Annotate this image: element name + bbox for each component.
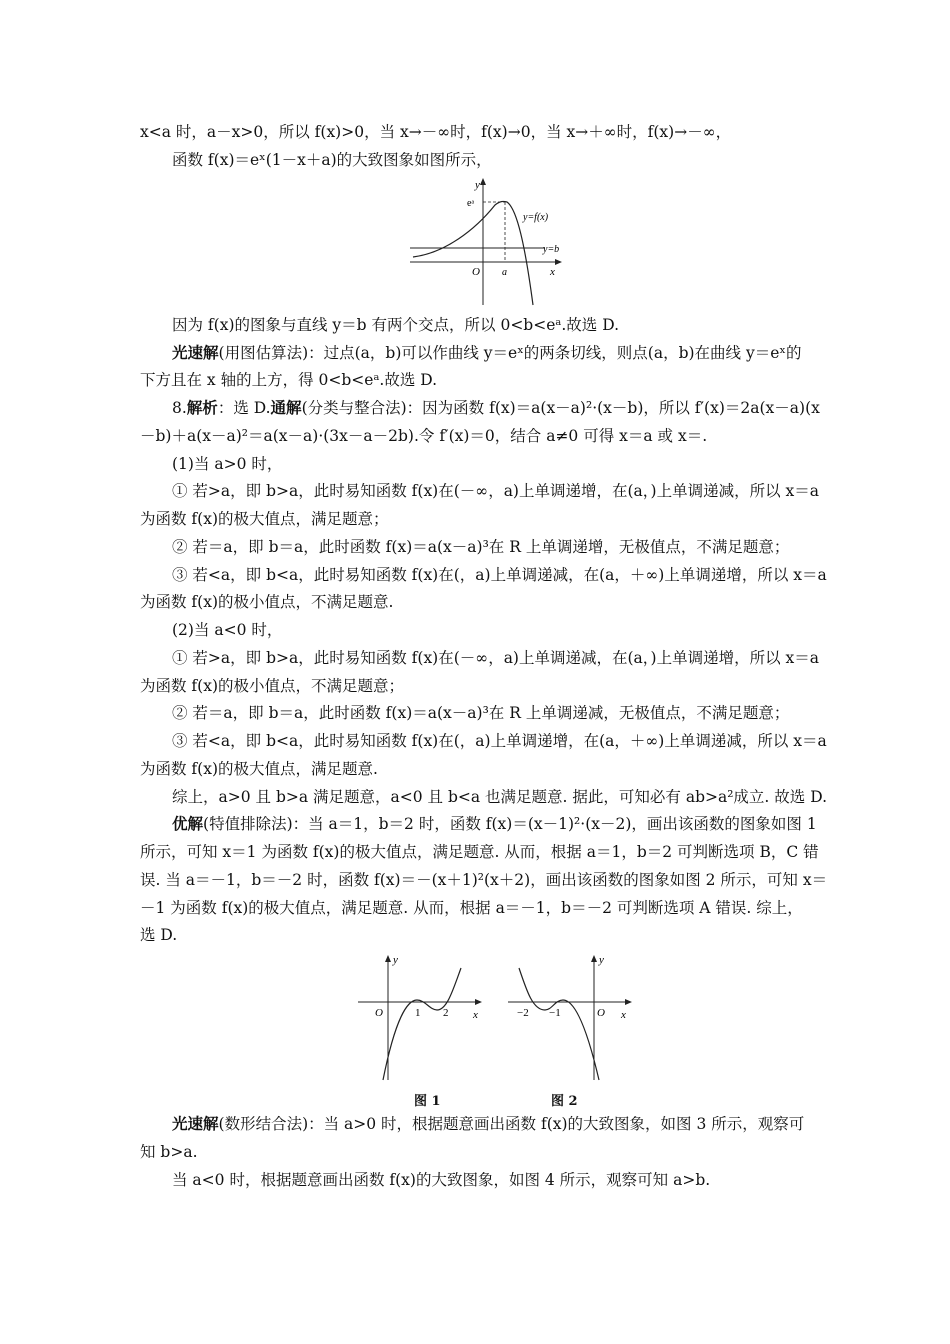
method-label: 通解	[270, 398, 302, 417]
text-line: 因为 f(x)的图象与直线 y＝b 有两个交点，所以 0<b<eᵃ.故选 D.	[172, 316, 620, 334]
analysis-label: 解析	[186, 398, 218, 417]
text-line: ③ 若<a，即 b<a，此时易知函数 f(x)在(，a)上单调递增，在(a，＋∞)上单调递减，所以 x＝a	[172, 732, 827, 750]
text-line: 当 a<0 时，根据题意画出函数 f(x)的大致图象，如图 4 所示，观察可知 a>b.	[172, 1171, 711, 1189]
text-span: (用图估算法)：过点(a，b)可以作曲线 y＝eˣ的两条切线，则点(a，b)在曲线 y＝eˣ的	[218, 344, 802, 362]
text-line: ② 若＝a，即 b＝a，此时函数 f(x)＝a(x－a)³在 R 上单调递减，无极值点，不满足题意；	[172, 704, 790, 722]
x-arrow-icon	[475, 999, 482, 1005]
tick-minus1: −1	[549, 1007, 561, 1019]
text-line: ③ 若<a，即 b<a，此时易知函数 f(x)在(，a)上单调递减，在(a，＋∞)上单调递增，所以 x＝a	[172, 566, 827, 584]
text-line: (2)当 a<0 时，	[172, 621, 283, 639]
text-span: (分类与整合法)：因为函数 f(x)＝a(x－a)²·(x－b)，所以 f′(x)＝2a(x－a)(x	[301, 399, 820, 417]
y-label: y	[599, 954, 604, 966]
method-label: 光速解	[172, 1114, 219, 1133]
x-label: x	[621, 1009, 626, 1021]
question-number: 8.	[172, 399, 187, 417]
text-line: 为函数 f(x)的极大值点，满足题意.	[140, 760, 378, 778]
figure-2	[505, 950, 635, 1085]
text-line: ① 若>a，即 b>a，此时易知函数 f(x)在(－∞，a)上单调递增，在(a，)上单调递减，所以 x＝a	[172, 482, 819, 500]
x-arrow-icon	[555, 259, 562, 265]
text-line: 选 D.	[140, 926, 178, 944]
text-line: －b)＋a(x－a)²＝a(x－a)·(3x－a－2b).令 f′(x)＝0，结合 a≠0 可得 x＝a 或 x＝.	[140, 427, 708, 445]
curve-f1	[383, 968, 461, 1080]
ea-label: eᵃ	[467, 198, 475, 209]
text-line: ① 若>a，即 b>a，此时易知函数 f(x)在(－∞，a)上单调递减，在(a，)上单调递增，所以 x＝a	[172, 649, 819, 667]
x-label: x	[473, 1009, 478, 1021]
y-arrow-icon	[591, 955, 597, 962]
tick-2: 2	[443, 1007, 449, 1019]
curve-f	[413, 201, 533, 305]
text-span: (特值排除法)：当 a＝1，b＝2 时，函数 f(x)＝(x－1)²·(x－2)，画出该函数的图象如图 1	[203, 815, 817, 833]
origin-label: O	[597, 1007, 605, 1019]
y-label: y	[475, 179, 480, 191]
x-label: x	[550, 266, 555, 278]
figure-exp-curve	[405, 175, 565, 310]
method-label: 光速解	[172, 343, 219, 362]
figure-1	[355, 950, 485, 1085]
text-line: x<a 时，a－x>0，所以 f(x)>0，当 x→－∞时，f(x)→0，当 x→＋∞时，f(x)→－∞，	[140, 123, 732, 141]
a-label: a	[502, 267, 507, 278]
y-arrow-icon	[480, 178, 486, 185]
text-line: 综上，a>0 且 b>a 满足题意，a<0 且 b<a 也满足题意. 据此，可知必有 ab>a²成立. 故选 D.	[172, 788, 828, 806]
text-line: 为函数 f(x)的极大值点，满足题意；	[140, 510, 389, 528]
text-span: (数形结合法)：当 a>0 时，根据题意画出函数 f(x)的大致图象，如图 3 所示，观察可	[218, 1115, 805, 1133]
text-line: 误. 当 a＝－1，b＝－2 时，函数 f(x)＝－(x＋1)²(x＋2)，画出该函数的图象如图 2 所示，可知 x＝	[140, 871, 828, 889]
y-label: y	[393, 954, 398, 966]
text-line: (1)当 a>0 时，	[172, 455, 283, 473]
text-line: 函数 f(x)＝eˣ(1－x＋a)的大致图象如图所示，	[172, 151, 492, 169]
tick-1: 1	[415, 1007, 421, 1019]
text-line: 为函数 f(x)的极小值点，不满足题意；	[140, 677, 405, 695]
y-arrow-icon	[385, 955, 391, 962]
text-line	[172, 1111, 812, 1137]
method-label: 优解	[172, 814, 204, 833]
origin-label: O	[472, 266, 480, 278]
text-line	[172, 340, 812, 366]
origin-label: O	[375, 1007, 383, 1019]
curve-f2	[519, 968, 599, 1080]
text-line: 下方且在 x 轴的上方，得 0<b<eᵃ.故选 D.	[140, 371, 438, 389]
line-label: y=b	[543, 244, 560, 255]
text-line: －1 为函数 f(x)的极大值点，满足题意. 从而，根据 a＝－1，b＝－2 可判断选项 A 错误. 综上，	[140, 899, 803, 917]
tick-minus2: −2	[517, 1007, 529, 1019]
text-line	[172, 811, 817, 837]
curve-label: y=f(x)	[523, 212, 549, 223]
x-arrow-icon	[625, 999, 632, 1005]
text-line: 为函数 f(x)的极小值点，不满足题意.	[140, 593, 394, 611]
figure-2-caption: 图 2	[551, 1094, 578, 1109]
text-span: ：选 D.	[217, 399, 271, 417]
figure-1-caption: 图 1	[414, 1094, 441, 1109]
text-line: ② 若＝a，即 b＝a，此时函数 f(x)＝a(x－a)³在 R 上单调递增，无极值点，不满足题意；	[172, 538, 790, 556]
text-line: 所示，可知 x＝1 为函数 f(x)的极大值点，满足题意. 从而，根据 a＝1，b＝2 可判断选项 B，C 错	[140, 843, 819, 861]
text-line: 知 b>a.	[140, 1143, 198, 1161]
text-line	[172, 395, 820, 421]
